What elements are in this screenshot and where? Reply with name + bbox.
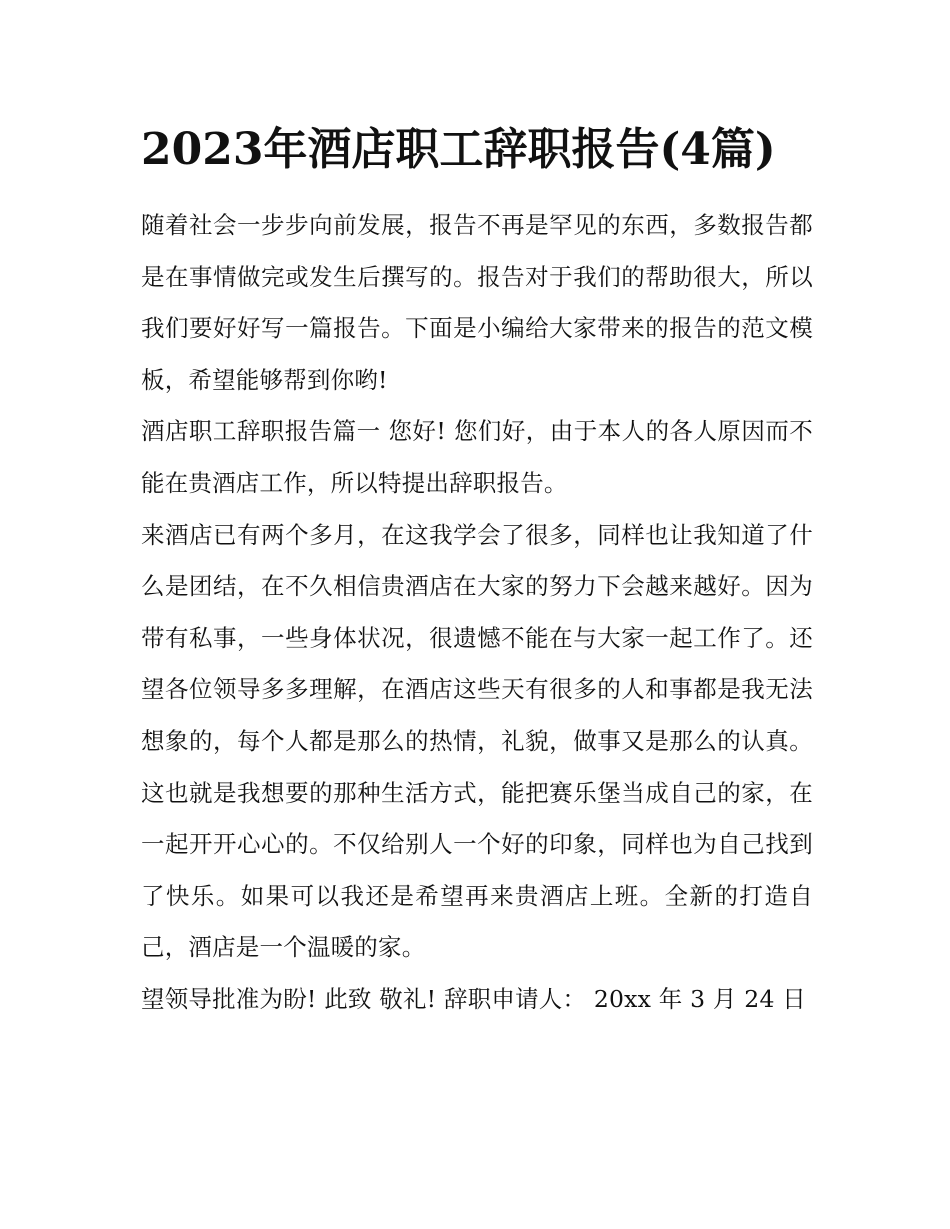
document-page: [141, 112, 813, 1026]
paragraph-opening: 酒店职工辞职报告篇一 您好! 您们好，由于本人的各人原因而不能在贵酒店工作，所以特提出辞职报告。: [141, 417, 813, 497]
paragraph-closing: 望领导批准为盼! 此致 敬礼! 辞职申请人： 20xx 年 3 月 24 日: [141, 984, 806, 1013]
paragraph-intro: 随着社会一步步向前发展，报告不再是罕见的东西，多数报告都是在事情做完或发生后撰写的。报告对于我们的帮助很大，所以我们要好好写一篇报告。下面是小编给大家带来的报告的范文模板，希望能够帮到你哟!: [141, 211, 813, 394]
paragraph-body: 来酒店已有两个多月，在这我学会了很多，同样也让我知道了什么是团结，在不久相信贵酒店在大家的努力下会越来越好。因为带有私事，一些身体状况，很遗憾不能在与大家一起工作了。还望各位领导多多理解，在酒店这些天有很多的人和事都是我无法想象的，每个人都是那么的热情，礼貌，做事又是那么的认真。这也就是我想要的那种生活方式，能把赛乐堡当成自己的家，在一起开开心心的。不仅给别人一个好的印象，同样也为自己找到了快乐。如果可以我还是希望再来贵酒店上班。全新的打造自己，酒店是一个温暖的家。: [141, 520, 813, 962]
document-title: 2023年酒店职工辞职报告(4篇): [141, 124, 776, 175]
